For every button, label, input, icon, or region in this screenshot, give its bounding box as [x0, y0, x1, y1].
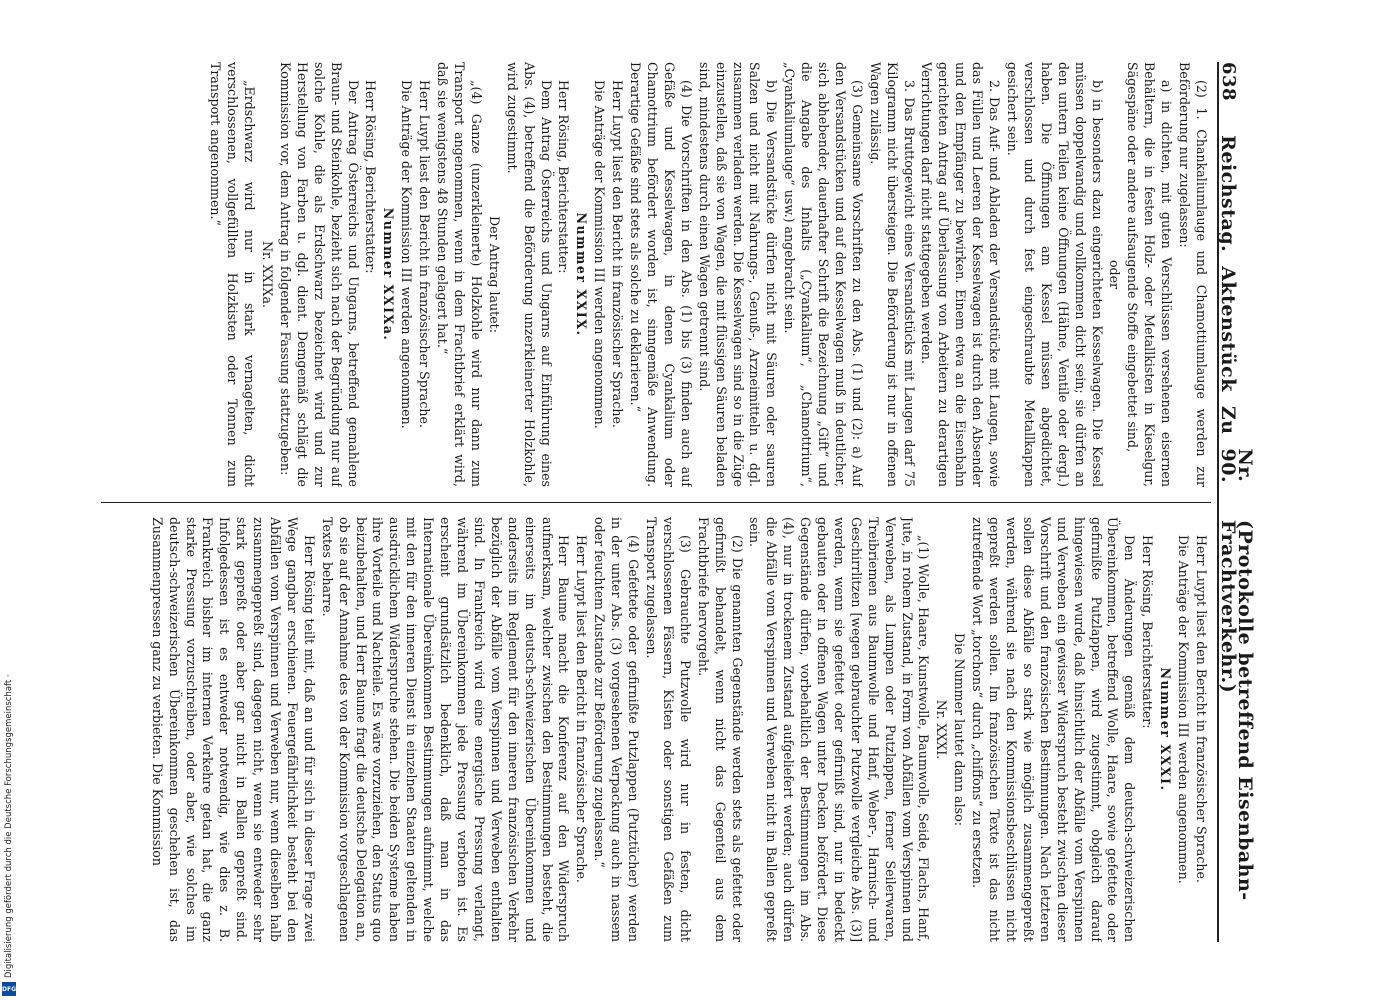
left-column-paragraph: b) Die Versandstücke dürfen nicht mit Säuren oder sauren Salzen und nicht mit Nahrungs-, Genuß-, Arzneimitteln u. dgl. zusammen verladen werden. Die Kesselwagen sind so in die Züge einzustellen, daß sie von Wagen, die mit flüssigen Säuren beladen sind, mindestens durch einen Wagen getrennt sind. [696, 62, 780, 487]
digitization-credit: Digitalisierung gefördert durch die Deutsche Forschungsgemeinschaft · [4, 674, 14, 978]
right-column-paragraph: Die Nummer lautet dann also: [952, 633, 968, 826]
left-column-paragraph: Herr Rösing, Berichterstatter: [556, 80, 572, 274]
left-column-paragraph: „Erdschwarz wird nur in stark vernagelten, dicht verschlossenen, vollgefüllten Holzkisten oder Tonnen zum Transport angenommen.“ [208, 62, 258, 487]
dfg-logo: DFG [2, 982, 16, 996]
header-title-4: (Protokolle betreffend Eisenbahn-Frachtverkehr.) [1216, 520, 1256, 901]
column-divider [101, 502, 1211, 503]
left-column-paragraph: Die Anträge der Kommission III werden angenommen. [399, 80, 415, 429]
left-column-paragraph: Herr Luypt liest den Bericht in französischer Sprache. [417, 80, 433, 428]
left-column-paragraph: (2) 1. Chankaliumlauge und Chamottiumlauge werden zur Beförderung nur zugelassen: [1177, 62, 1209, 487]
right-column-paragraph: Herr Luypt liest den Bericht in französischer Sprache. [574, 535, 590, 883]
sidebar [0, 0, 22, 1000]
right-column-paragraph: (3) Gebrauchte Putzwolle wird nur in festen, dicht verschlossenen Fässern, Kisten oder sonstigen Gefäßen zum Transport zugelassen. [644, 517, 693, 942]
right-column-paragraph: (2) Die genannten Gegenstände werden stets als gefettet oder gefirnißt behandelt, wenn nicht das Gegenteil aus dem Frachtbriefe hervorgeht. [695, 517, 745, 942]
left-column-paragraph: (4) Die Vorschriften in den Abs. (1) bis (3) finden auch auf Gefäße und Kesselwagen, in denen Cyankalium oder Chamottrium befördert worden ist, sinngemäße Anwendung. Derartige Gefäße sind stets als solche zu deklarieren.“ [628, 62, 694, 487]
left-column-paragraph: Herr Rösing, Berichterstatter: [363, 80, 379, 274]
right-column-paragraph: Die Anträge der Kommission III werden angenommen. [1176, 535, 1192, 884]
header-title-1: Aktenstück [1216, 266, 1239, 392]
left-column-paragraph: Nr. XXIXa. [260, 240, 276, 309]
right-column-paragraph: Herr Rösing teilt mit, daß an und für sich in dieser Frage zwei Wege gangbar erschienen. Feuergefährlichkeit besteht bei den Abfällen vom Verspinnen und Verweben nur, wenn dieselben halb zusammengepreßt sind, dagegen nicht, wenn sie entweder sehr stark gepreßt oder aber gar nicht in Ballen gepreßt sind. Infolgedessen ist es entweder notwendig, wie dies z. B. Frankreich bisher im internen Verkehre getan hat, die ganz starke Pressung vorzuschreiben, oder aber, wie solches im deutsch-schweizerischen Übereinkommen geschehen ist, das Zusammenpressen ganz zu verbieten. Die Kommission [149, 517, 317, 942]
left-column-paragraph: Der Antrag lautet: [486, 216, 502, 333]
right-column-paragraph: „(1) Wolle, Haare, Kunstwolle, Baumwolle, Seide, Flachs, Hanf, Jute, in rohem Zustand, in Form von Abfällen vom Verspinnen und Verweben, als Lumpen oder Putzlappen, ferner Seilerwaren, Treibriemen aus Baumwolle und Hanf, Weber-, Harnisch- und Geschirrlitzen [wegen gebrauchter Putzwolle vergleiche Abs. (3)] werden, wenn sie gefettet oder gefirnißt sind, nur in bedeckt gebauten oder in offenen Wagen unter Decken befördert. Diese Gegenstände dürfen, vorbehaltlich der Bestimmungen im Abs. (4), nur in trockenem Zustand aufgeliefert werden; auch dürfen die Abfälle vom Verspinnen und Verweben nicht in Ballen gepreßt sein. [747, 517, 932, 942]
left-column-paragraph: Der Antrag Österreichs und Ungarns, betreffend gemahlene Braun- und Steinkohle, bezieht sich nach der Begründung nur auf solche Kohle, die als Erdschwarz bezeichnet wird und zur Herstellung von Farben u. dgl. dient. Demgemäß schlägt die Kommission vor, dem Antrag in folgender Fassung stattzugeben: [277, 62, 361, 487]
header-title-0: Reichstag. [1216, 135, 1239, 253]
page-header [1216, 62, 1256, 942]
left-column-paragraph: 3. Das Bruttogewicht eines Versandstücks mit Laugen darf 75 Kilogramm nicht übersteigen. Die Beförderung ist nur in offenen Wagen zulässig. [867, 62, 917, 487]
right-column [109, 517, 1209, 942]
right-column-paragraph: Herr Luypt liest den Bericht in französischer Sprache. [1194, 535, 1209, 883]
page-number: 638 [1217, 62, 1239, 102]
left-column-paragraph: b) in besonders dazu eingerichteten Kesselwagen. Die Kessel müssen doppelwandig und vollkommen dicht sein; sie dürfen an den untern Teilen keine Öffnungen (Hähne, Ventile oder dergl.) haben. Die Öffnungen am Kessel müssen abgedichtet, verschlossen und durch fest eingeschraubte Metallkappen gesichert sein. [1005, 62, 1105, 487]
right-column-paragraph: Den Änderungen gemäß dem deutsch-schweizerischen Übereinkommen, betreffend Wolle, Haare, sowie gefettete oder gefirnißte Putzlappen, wird zugestimmt, obgleich darauf hingewiesen wurde, daß hinsichtlich der Abfälle vom Verspinnen und Verweben ein gewisser Widerspruch besteht zwischen dieser Vorschrift und den französischen Bestimmungen. Nach letzteren sollen diese Abfälle so stark wie möglich zusammengepreßt werden, während sie nach den Kommissionsbeschlüssen nicht gepreßt werden sollen. Im französischen Texte ist das nicht zutreffende Wort „torchons“ durch „chiffons“ zu ersetzen. [970, 517, 1138, 942]
scanned-page [95, 62, 1256, 942]
left-column-paragraph: oder [1107, 259, 1123, 290]
left-column [109, 62, 1209, 487]
header-title-2: Zu [1216, 405, 1239, 435]
left-column-paragraph: (3) Gemeinsame Vorschriften zu den Abs. (1) und (2): a) Auf den Versandstücken und auf den Kesselwagen muß in deutlicher, sich abhebender, dauerhafter Schrift die Bezeichnung „Gift“ und die Angabe des Inhalts („Cyankalium“, „Chamottrium“, „Cyankaliumlauge“ usw.) angebracht sein. [782, 62, 865, 487]
left-column-paragraph: 2. Das Auf- und Abladen der Versandstücke mit Laugen, sowie das Füllen und Leeren der Kesselwagen ist durch den Absender und den Empfänger zu bewirken. Einem etwa an die Eisenbahn gerichteten Antrag auf Überlassung von Arbeitern zu derartigen Verrichtungen darf nicht stattgegeben werden. [919, 62, 1003, 487]
right-column-paragraph: (4) Gefettete oder gefirnißte Putzlappen (Putztücher) werden in der unter Abs. (3) vorgesehenen Verpackung auch in nassem oder feuchtem Zustande zur Beförderung zugelassen.“ [592, 517, 642, 942]
left-column-paragraph: Nummer XXIXa. [381, 207, 397, 342]
left-column-paragraph: „(4) Ganze (unzerkleinerte) Holzkohle wird nur dann zum Transport angenommen, wenn in dem Frachtbrief erklärt wird, daß sie wenigstens 48 Stunden gelagert hat.“ [435, 62, 484, 487]
header-title-3: Nr. 90. [1216, 448, 1256, 484]
left-column-paragraph: Dem Antrag Österreichs und Ungarns auf Einführung eines Abs. (4), betreffend die Beförderung unzerkleinerter Holzkohle, wird zugestimmt. [504, 62, 554, 487]
right-column-paragraph: Herr Rösing, Berichterstatter: [1140, 535, 1156, 729]
right-column-paragraph: Nummer XXXI. [1158, 667, 1174, 792]
left-column-paragraph: Nummer XXIX. [574, 212, 590, 337]
right-column-paragraph: Nr. XXXI. [934, 699, 950, 760]
left-column-paragraph: Die Anträge der Kommission III werden angenommen. [592, 80, 608, 429]
left-column-paragraph: Herr Luypt liest den Bericht in französischer Sprache. [610, 80, 626, 428]
right-column-paragraph: Herr Baume macht die Konferenz auf den Widerspruch aufmerksam, welcher zwischen den Bestimmungen besteht, die einerseits im deutsch-schweizerischen Übereinkommen und anderseits im Reglement für den inneren französischen Verkehr bezüglich der Abfälle vom Verspinnen und Verweben enthalten sind. In Frankreich wird eine energische Pressung verlangt, während im Übereinkommen jede Pressung verboten ist. Es erscheint grundsätzlich bedenklich, daß man in das Internationale Übereinkommen Bestimmungen aufnimmt, welche mit den für den inneren Dienst in einzelnen Staaten geltenden in ausdrücklichem Widerspruche stehen. Die beiden Systeme haben ihre Vorteile und Nachteile. Es wäre vorzuziehen, den Status quo beizubehalten, und Herr Baume fragt die deutsche Delegation an, ob sie auf der Annahme des von der Kommission vorgeschlagenen Textes beharre. [319, 517, 572, 942]
left-column-paragraph: a) in dichten, mit guten Verschlüssen versehenen eisernen Behältern, die in festen Holz- oder Metallkisten in Kieselgur, Sägespäne oder andere aufsaugende Stoffe eingebettet sind, [1125, 62, 1175, 487]
